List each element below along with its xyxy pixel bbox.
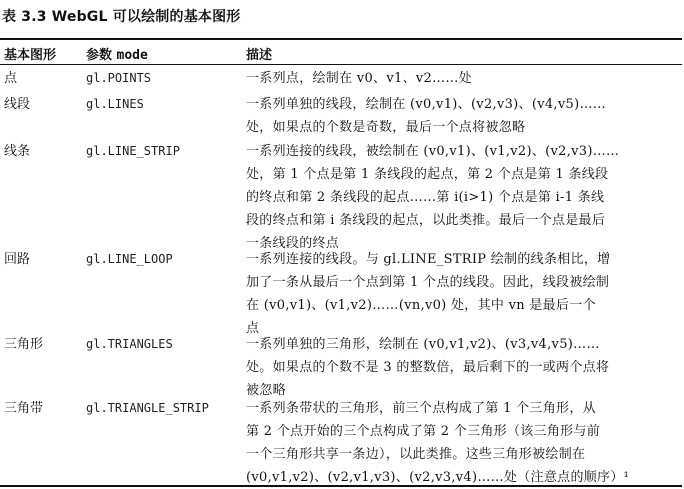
header-mode-prefix: 参数 [86, 48, 117, 63]
shape-name: 回路 [4, 252, 31, 267]
description-line: 一条线段的终点 [246, 236, 340, 251]
shape-name: 线条 [4, 144, 31, 159]
shape-name: 三角带 [4, 401, 44, 416]
description-line: 的终点和第 2 条线段的起点……第 i(i>1) 个点是第 i-1 条线 [246, 190, 605, 205]
description-line: 处，如果点的个数是奇数，最后一个点将被忽略 [246, 120, 526, 135]
mode-constant: gl.LINE_STRIP [86, 144, 180, 158]
description-line: 段的终点和第 i 条线段的起点，以此类推。最后一个点是最后 [246, 213, 606, 228]
description [246, 248, 676, 340]
table-top-rule [0, 38, 682, 40]
description-line: 一系列条带状的三角形，前三个点构成了第 1 个三角形，从 [246, 401, 596, 416]
description [246, 333, 676, 402]
description-line: 一个三角形共享一条边），以此类推。这些三角形被绘制在 [246, 447, 586, 462]
header-mode [86, 44, 148, 63]
header-mode-keyword: mode [116, 48, 148, 63]
description-line: 在 (v0,v1)、(v1,v2)……(vn,v0) 处，其中 vn 是最后一个 [246, 298, 596, 313]
shape-name: 线段 [4, 97, 31, 112]
description-line: 一系列单独的三角形，绘制在 (v0,v1,v2)、(v3,v4,v5)…… [246, 337, 600, 352]
header-shape: 基本图形 [4, 48, 57, 63]
description-line: 处，第 1 个点是第 1 条线段的起点，第 2 个点是第 1 条线段 [246, 167, 609, 182]
description-line: 第 2 个点开始的三个点构成了第 2 个三角形（该三角形与前 [246, 424, 601, 439]
shape-name: 点 [4, 71, 18, 86]
shape-name: 三角形 [4, 337, 44, 352]
description [246, 397, 676, 489]
mode-constant: gl.LINES [86, 97, 144, 111]
description [246, 93, 676, 139]
mode-constant: gl.TRIANGLE_STRIP [86, 401, 209, 415]
mode-constant: gl.LINE_LOOP [86, 252, 173, 266]
header-description: 描述 [246, 48, 273, 63]
description [246, 140, 676, 255]
mode-constant: gl.POINTS [86, 71, 152, 85]
description-line: 一系列单独的线段，绘制在 (v0,v1)、(v2,v3)、(v4,v5)…… [246, 97, 607, 112]
description-line: 处。如果点的个数不是 3 的整数倍，最后剩下的一或两个点将 [246, 360, 610, 375]
table-caption: 表 3.3 WebGL 可以绘制的基本图形 [2, 9, 241, 25]
description [246, 67, 676, 90]
description-line: 被忽略 [246, 383, 286, 398]
description-line: 一系列连接的线段。与 gl.LINE_STRIP 绘制的线条相比，增 [246, 252, 611, 267]
description-line: 一系列连接的线段，被绘制在 (v0,v1)、(v1,v2)、(v2,v3)…… [246, 144, 620, 159]
description-line: (v0,v1,v2)、(v2,v1,v3)、(v2,v3,v4)……处（注意点的顺序）¹ [246, 470, 630, 485]
mode-constant: gl.TRIANGLES [86, 337, 173, 351]
description-line: 一系列点，绘制在 v0、v1、v2……处 [246, 71, 472, 86]
header-rule [0, 64, 682, 65]
description-line: 加了一条从最后一个点到第 1 个点的线段。因此，线段被绘制 [246, 275, 610, 290]
description-line: 点 [246, 321, 260, 336]
